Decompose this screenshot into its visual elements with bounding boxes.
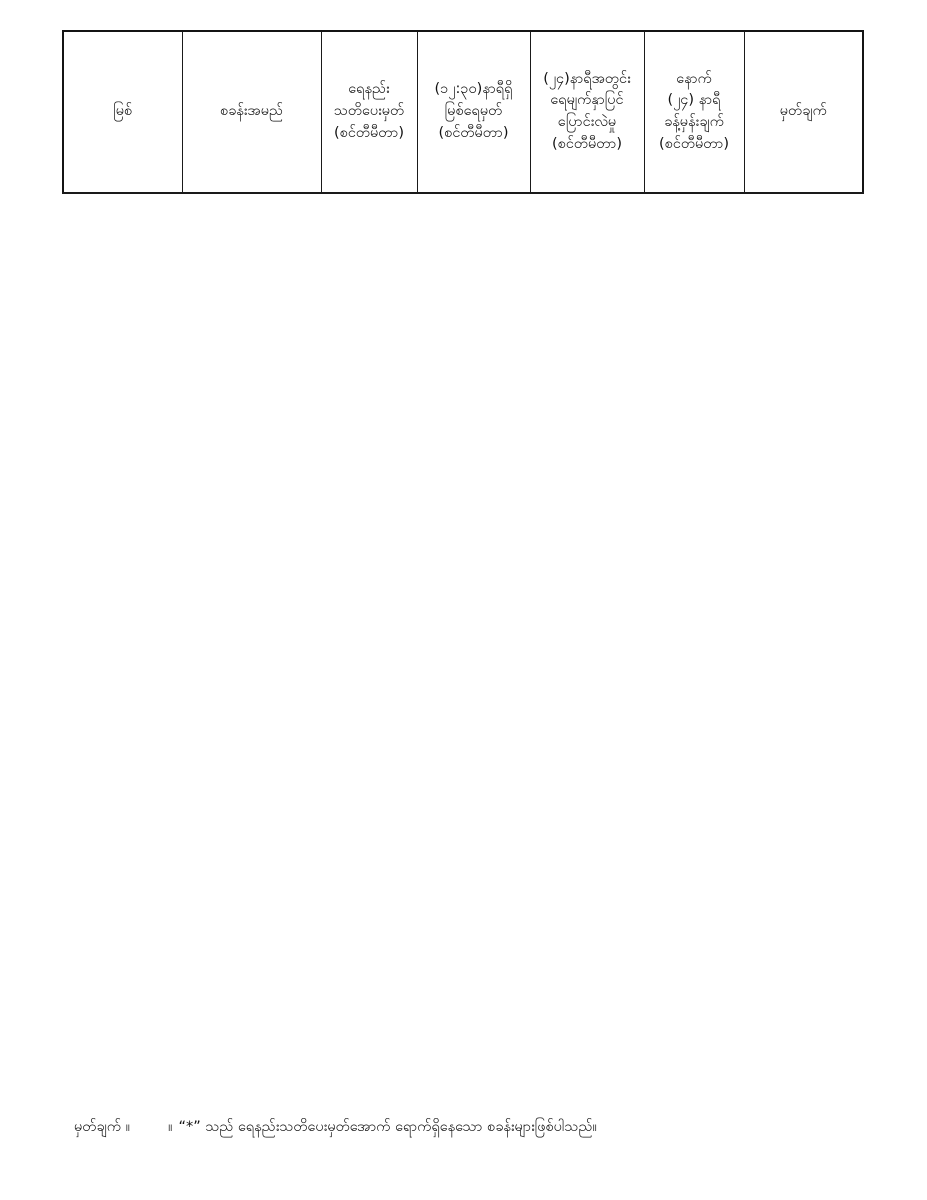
footnote-label: မှတ်ချက် ။ <box>74 1119 131 1135</box>
header-level: (၁၂:၃၀)နာရီရှိ မြစ်ရေမှတ် (စင်တီမီတာ) <box>417 31 530 193</box>
header-remark: မှတ်ချက် <box>744 31 863 193</box>
header-change: (၂၄)နာရီအတွင်း ရေမျက်နှာပြင် ပြောင်းလဲမှု (စင်တီမီတာ) <box>530 31 644 193</box>
header-forecast: နောက် (၂၄) နာရီ ခန့်မှန်းချက် (စင်တီမီတာ) <box>644 31 744 193</box>
footnote-separator: ။ <box>168 1119 173 1135</box>
river-water-level-table <box>62 30 864 194</box>
table-header <box>63 31 863 193</box>
footnote <box>74 1118 874 1139</box>
header-river: မြစ် <box>63 31 182 193</box>
header-station: စခန်းအမည် <box>182 31 321 193</box>
header-warning: ရေနည်း သတိပေးမှတ် (စင်တီမီတာ) <box>321 31 417 193</box>
footnote-text: “*” သည် ရေနည်းသတိပေးမှတ်အောက် ရောက်ရှိနေသော စခန်းများဖြစ်ပါသည်။ <box>178 1119 597 1135</box>
